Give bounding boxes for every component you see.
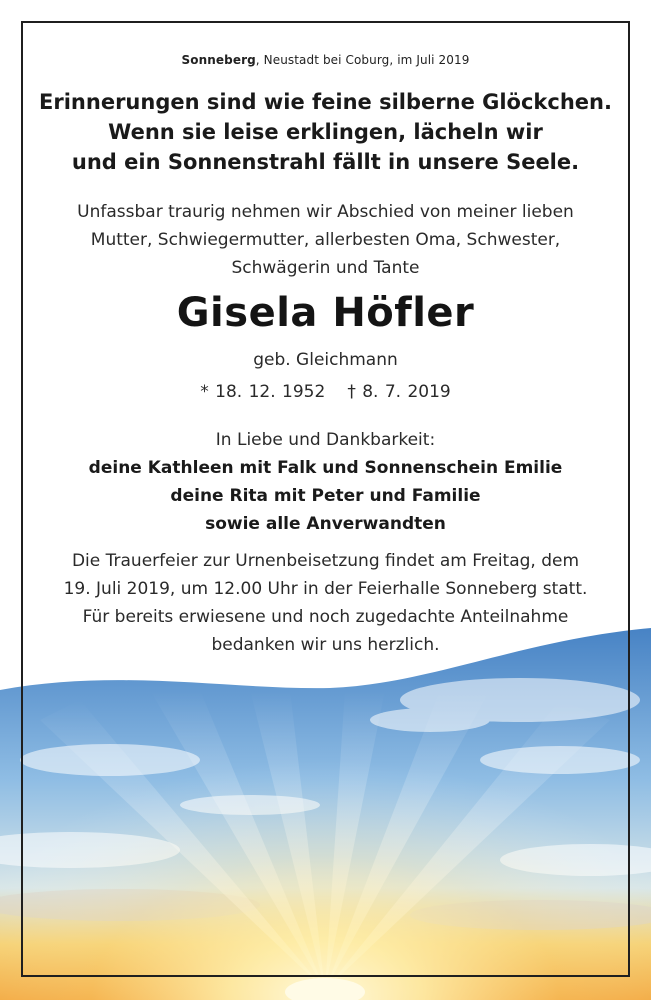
service-line: bedanken wir uns herzlich.	[211, 635, 440, 655]
service-line: Für bereits erwiesene und noch zugedachte Anteilnahme	[82, 607, 569, 627]
motto-quote	[30, 87, 621, 177]
birth-date: * 18. 12. 1952	[200, 382, 326, 402]
intro-line: Mutter, Schwiegermutter, allerbesten Oma, Schwester,	[90, 230, 561, 250]
farewell-intro	[30, 198, 621, 282]
month-label: im Juli 2019	[397, 53, 470, 67]
funeral-service-info	[30, 547, 621, 659]
place-date-line	[30, 53, 621, 67]
intro-line: Unfassbar traurig nehmen wir Abschied von meiner lieben	[77, 202, 574, 222]
motto-line: Erinnerungen sind wie feine silberne Glöckchen.	[39, 90, 612, 114]
deceased-name: Gisela Höfler	[176, 290, 475, 336]
mourner-line: deine Rita mit Peter und Familie	[170, 486, 481, 506]
place-name-1: Sonneberg	[181, 53, 256, 67]
separator-1: ,	[255, 53, 264, 67]
mourners-intro: In Liebe und Dankbarkeit:	[215, 430, 436, 450]
separator-2: ,	[389, 53, 398, 67]
place-name-2: Neustadt bei Coburg	[263, 53, 390, 67]
motto-line: Wenn sie leise erklingen, lächeln wir	[108, 120, 543, 144]
life-dates	[30, 382, 621, 402]
service-line: Die Trauerfeier zur Urnenbeisetzung findet am Freitag, dem	[71, 551, 580, 571]
service-line: 19. Juli 2019, um 12.00 Uhr in der Feierhalle Sonneberg statt.	[63, 579, 588, 599]
motto-line: und ein Sonnenstrahl fällt in unsere Seele.	[71, 150, 580, 174]
birth-name: geb. Gleichmann	[253, 350, 398, 370]
mourners-list	[30, 454, 621, 538]
mourner-line: sowie alle Anverwandten	[205, 514, 446, 534]
death-date: † 8. 7. 2019	[347, 382, 451, 402]
intro-line: Schwägerin und Tante	[231, 258, 420, 278]
mourner-line: deine Kathleen mit Falk und Sonnenschein Emilie	[88, 458, 563, 478]
